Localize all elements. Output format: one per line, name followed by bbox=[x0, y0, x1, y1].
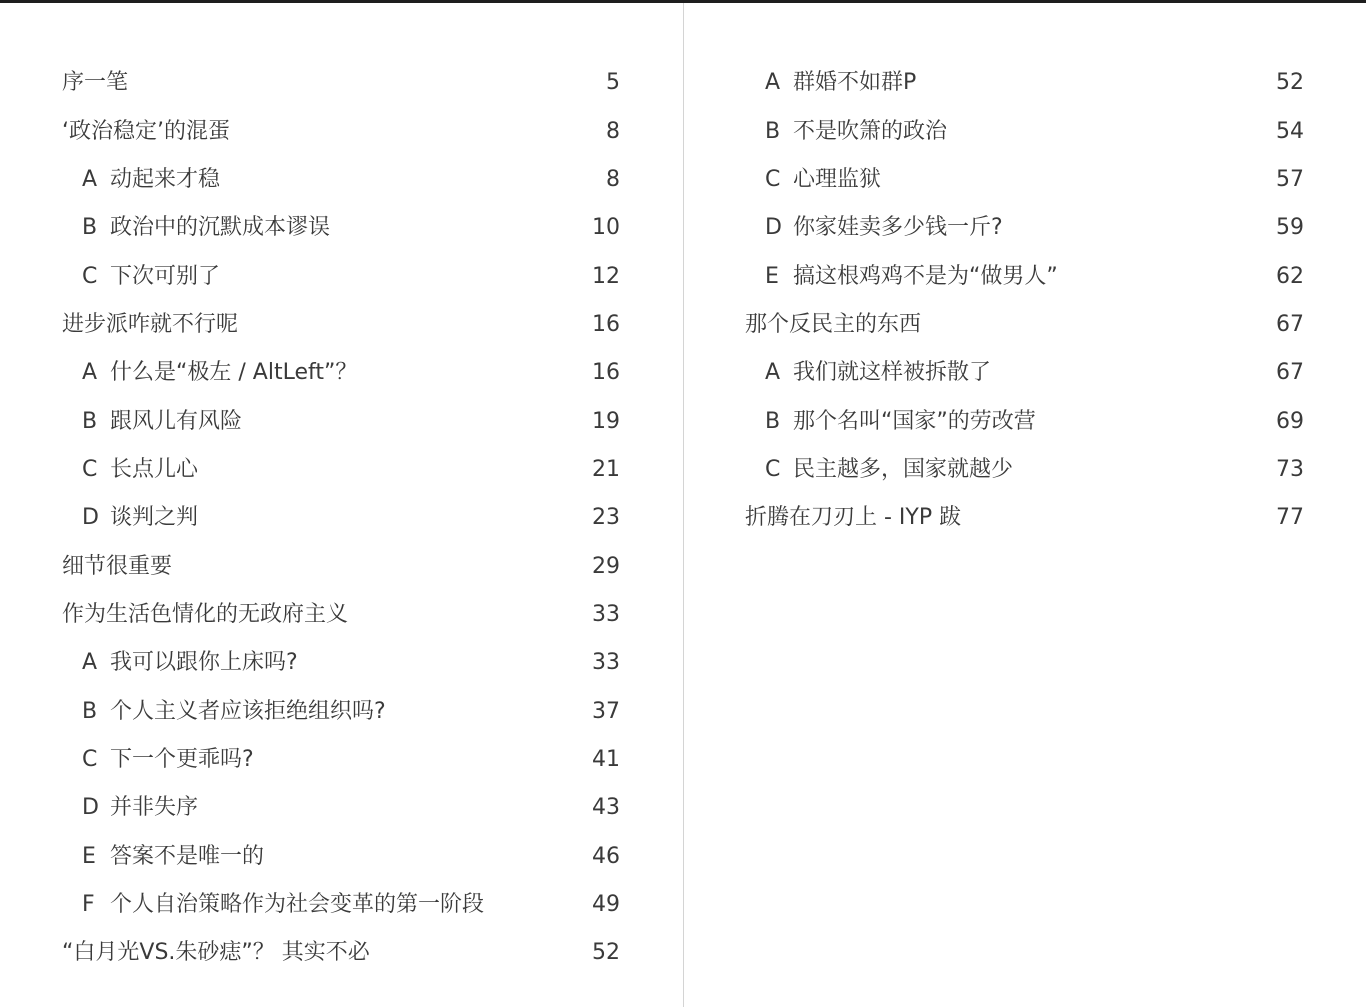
entry-title-text: 细节很重要 bbox=[62, 553, 173, 579]
entry-title bbox=[62, 108, 590, 156]
toc-chapter-entry[interactable] bbox=[62, 301, 620, 349]
entry-page-number: 29 bbox=[592, 553, 620, 579]
toc-section-entry[interactable] bbox=[745, 156, 1304, 204]
entry-page-number: 73 bbox=[1276, 456, 1304, 482]
entry-title-text: “白月光VS.朱砂痣”？ 其实不必 bbox=[62, 940, 370, 966]
toc-chapter-entry[interactable] bbox=[62, 591, 620, 639]
entry-title bbox=[82, 446, 576, 494]
entry-title-text: 折腾在刀刃上 - IYP 跋 bbox=[745, 505, 962, 531]
entry-letter: A bbox=[82, 650, 98, 676]
entry-page-number: 41 bbox=[592, 746, 620, 772]
entry-letter: F bbox=[82, 892, 95, 918]
toc-section-entry[interactable] bbox=[62, 349, 620, 397]
entry-title-text: 搞这根鸡鸡不是为“做男人” bbox=[793, 263, 1058, 289]
entry-page-number: 33 bbox=[592, 650, 620, 676]
entry-title-text: 个人自治策略作为社会变革的第一阶段 bbox=[110, 892, 485, 918]
entry-letter: B bbox=[82, 698, 98, 724]
entry-title-text: 下一个更乖吗? bbox=[110, 746, 254, 772]
entry-title-text: 并非失序 bbox=[110, 795, 199, 821]
toc-section-entry[interactable] bbox=[62, 833, 620, 881]
toc-section-entry[interactable] bbox=[62, 204, 620, 252]
entry-page-number: 57 bbox=[1276, 166, 1304, 192]
entry-letter: C bbox=[765, 166, 781, 192]
entry-title bbox=[765, 108, 1260, 156]
left-page bbox=[62, 59, 620, 978]
entry-page-number: 16 bbox=[592, 311, 620, 337]
entry-letter: A bbox=[82, 166, 98, 192]
entry-title bbox=[82, 204, 576, 252]
entry-title-text: ‘政治稳定’的混蛋 bbox=[62, 118, 230, 144]
entry-title-text: 心理监狱 bbox=[793, 166, 882, 192]
entry-letter: B bbox=[765, 118, 781, 144]
entry-title-text: 跟风儿有风险 bbox=[110, 408, 243, 434]
entry-letter: D bbox=[765, 215, 782, 241]
entry-page-number: 67 bbox=[1276, 311, 1304, 337]
entry-letter: B bbox=[82, 215, 98, 241]
entry-title-text: 你家娃卖多少钱一斤? bbox=[793, 215, 1003, 241]
entry-letter: C bbox=[765, 456, 781, 482]
toc-section-entry[interactable] bbox=[745, 204, 1304, 252]
toc-section-entry[interactable] bbox=[745, 397, 1304, 445]
entry-title bbox=[62, 591, 576, 639]
entry-title-text: 不是吹箫的政治 bbox=[793, 118, 948, 144]
entry-page-number: 10 bbox=[592, 215, 620, 241]
entry-page-number: 46 bbox=[592, 843, 620, 869]
toc-section-entry[interactable] bbox=[745, 446, 1304, 494]
entry-page-number: 19 bbox=[592, 408, 620, 434]
entry-page-number: 52 bbox=[592, 940, 620, 966]
toc-section-entry[interactable] bbox=[745, 349, 1304, 397]
toc-chapter-entry[interactable] bbox=[62, 929, 620, 977]
page-spine-divider bbox=[683, 3, 684, 1007]
entry-page-number: 69 bbox=[1276, 408, 1304, 434]
entry-title bbox=[765, 349, 1260, 397]
toc-section-entry[interactable] bbox=[62, 639, 620, 687]
entry-title-text: 那个名叫“国家”的劳改营 bbox=[793, 408, 1036, 434]
toc-list-left bbox=[62, 59, 620, 978]
entry-title bbox=[745, 301, 1260, 349]
entry-page-number: 12 bbox=[592, 263, 620, 289]
entry-letter: A bbox=[765, 360, 781, 386]
entry-title-text: 谈判之判 bbox=[110, 505, 199, 531]
toc-section-entry[interactable] bbox=[62, 881, 620, 929]
entry-title bbox=[82, 253, 576, 301]
entry-title bbox=[82, 833, 576, 881]
entry-page-number: 54 bbox=[1276, 118, 1304, 144]
entry-title-text: 我可以跟你上床吗? bbox=[110, 650, 298, 676]
entry-letter: B bbox=[765, 408, 781, 434]
entry-title bbox=[765, 446, 1260, 494]
entry-page-number: 77 bbox=[1276, 505, 1304, 531]
entry-title-text: 进步派咋就不行呢 bbox=[62, 311, 239, 337]
toc-section-entry[interactable] bbox=[62, 736, 620, 784]
entry-title-text: 政治中的沉默成本谬误 bbox=[110, 215, 331, 241]
toc-chapter-entry[interactable] bbox=[745, 494, 1304, 542]
entry-letter: C bbox=[82, 456, 98, 482]
toc-section-entry[interactable] bbox=[62, 494, 620, 542]
entry-title-text: 答案不是唯一的 bbox=[110, 843, 265, 869]
entry-title bbox=[765, 59, 1260, 107]
toc-section-entry[interactable] bbox=[62, 252, 620, 300]
entry-title bbox=[82, 784, 576, 832]
toc-chapter-entry[interactable] bbox=[62, 107, 620, 155]
entry-page-number: 59 bbox=[1276, 215, 1304, 241]
entry-title bbox=[765, 204, 1260, 252]
entry-title-text: 作为生活色情化的无政府主义 bbox=[62, 601, 349, 627]
entry-page-number: 67 bbox=[1276, 360, 1304, 386]
entry-letter: A bbox=[765, 70, 781, 96]
entry-title-text: 什么是“极左 / AltLeft”？ bbox=[110, 360, 358, 386]
toc-section-entry[interactable] bbox=[62, 446, 620, 494]
entry-letter: D bbox=[82, 795, 99, 821]
entry-title-text: 下次可别了 bbox=[110, 263, 221, 289]
toc-section-entry[interactable] bbox=[745, 107, 1304, 155]
entry-title bbox=[62, 929, 576, 977]
entry-title bbox=[82, 736, 576, 784]
entry-title-text: 那个反民主的东西 bbox=[745, 311, 922, 337]
toc-chapter-entry[interactable] bbox=[62, 542, 620, 590]
entry-page-number: 8 bbox=[606, 166, 620, 192]
entry-title bbox=[82, 349, 576, 397]
entry-title bbox=[82, 494, 576, 542]
entry-letter: C bbox=[82, 263, 98, 289]
toc-section-entry[interactable] bbox=[62, 397, 620, 445]
entry-title bbox=[62, 59, 590, 107]
entry-page-number: 62 bbox=[1276, 263, 1304, 289]
entry-title bbox=[745, 494, 1260, 542]
toc-chapter-entry[interactable] bbox=[62, 59, 620, 107]
entry-letter: D bbox=[82, 505, 99, 531]
entry-title bbox=[82, 156, 590, 204]
toc-section-entry[interactable] bbox=[745, 59, 1304, 107]
toc-list-right bbox=[745, 59, 1304, 542]
entry-page-number: 21 bbox=[592, 456, 620, 482]
entry-page-number: 37 bbox=[592, 698, 620, 724]
entry-title bbox=[82, 881, 576, 929]
toc-section-entry[interactable] bbox=[62, 156, 620, 204]
entry-page-number: 49 bbox=[592, 892, 620, 918]
entry-page-number: 5 bbox=[606, 70, 620, 96]
toc-section-entry[interactable] bbox=[745, 252, 1304, 300]
toc-section-entry[interactable] bbox=[62, 784, 620, 832]
entry-page-number: 23 bbox=[592, 505, 620, 531]
entry-title-text: 序一笔 bbox=[62, 70, 129, 96]
entry-letter: A bbox=[82, 360, 98, 386]
entry-page-number: 8 bbox=[606, 118, 620, 144]
entry-title bbox=[82, 688, 576, 736]
entry-letter: E bbox=[765, 263, 779, 289]
entry-title bbox=[765, 398, 1260, 446]
entry-page-number: 52 bbox=[1276, 70, 1304, 96]
entry-title-text: 我们就这样被拆散了 bbox=[793, 360, 992, 386]
entry-title bbox=[62, 301, 576, 349]
entry-title-text: 个人主义者应该拒绝组织吗? bbox=[110, 698, 386, 724]
entry-page-number: 43 bbox=[592, 795, 620, 821]
entry-letter: C bbox=[82, 746, 98, 772]
entry-title-text: 长点儿心 bbox=[110, 456, 199, 482]
entry-page-number: 33 bbox=[592, 601, 620, 627]
entry-title-text: 群婚不如群P bbox=[793, 70, 917, 96]
entry-title bbox=[82, 398, 576, 446]
entry-letter: B bbox=[82, 408, 98, 434]
toc-chapter-entry[interactable] bbox=[745, 301, 1304, 349]
entry-title-text: 民主越多，国家就越少 bbox=[793, 456, 1014, 482]
entry-title bbox=[62, 543, 576, 591]
entry-title bbox=[765, 253, 1260, 301]
entry-title bbox=[82, 639, 576, 687]
toc-section-entry[interactable] bbox=[62, 687, 620, 735]
entry-letter: E bbox=[82, 843, 96, 869]
entry-page-number: 16 bbox=[592, 360, 620, 386]
entry-title-text: 动起来才稳 bbox=[110, 166, 221, 192]
entry-title bbox=[765, 156, 1260, 204]
right-page bbox=[745, 59, 1304, 542]
